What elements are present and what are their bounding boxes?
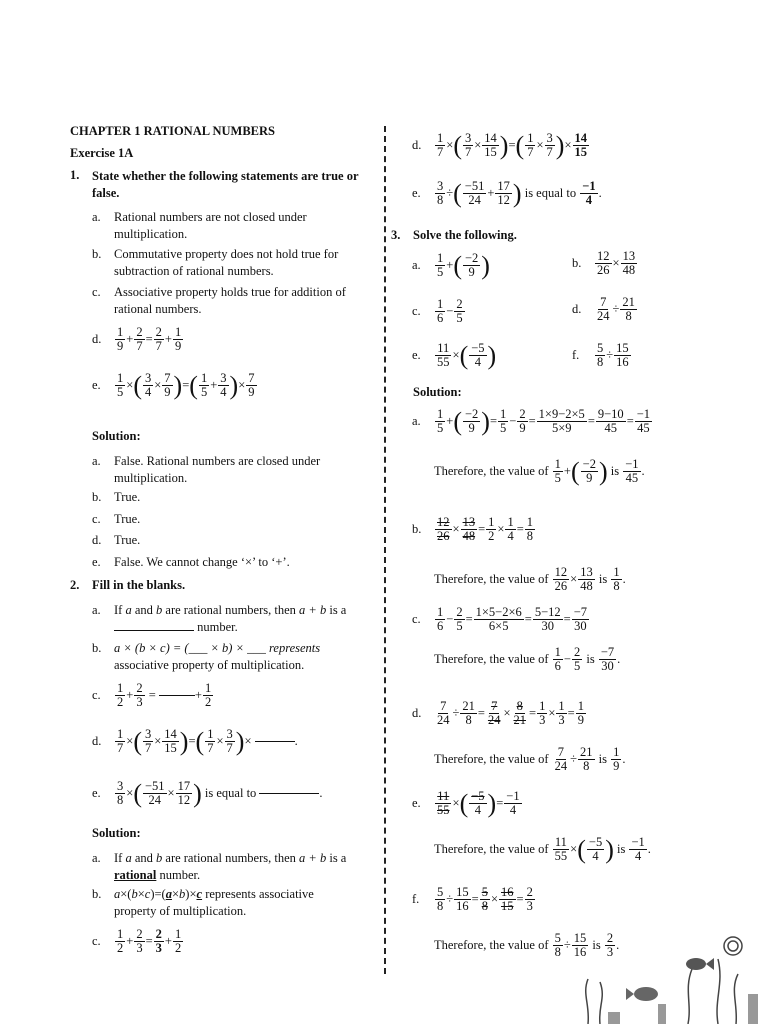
blank-field[interactable] (114, 630, 194, 631)
q3-item-b: b. 12 26 × 13 48 (572, 249, 636, 278)
q3-solution-f: f. 5 8 ÷ 15 16 = 5 8 × 16 15 = 2 3 (412, 885, 533, 914)
question-3-number: 3. (391, 228, 401, 242)
exercise-title: Exercise 1A (70, 146, 134, 160)
q3-result-d: Therefore, the value of 7 24 ÷ 21 8 is 1 9 . (434, 745, 626, 774)
question-3-prompt: Solve the following. (413, 228, 517, 242)
q3-result-f: Therefore, the value of 5 8 ÷ 15 16 is 2 3 . (434, 931, 620, 960)
q1-answer-c: c. True. (92, 512, 141, 526)
q2-solution-title: Solution: (92, 826, 141, 840)
q3-solution-a: a. 1 5 + ( −2 9 ) = 1 5 − 2 9 = 1×9−2×5 5×9 = 9−10 45 = −1 45 (412, 406, 651, 436)
q1-item-e: e. 1 5 × ( 3 4 × 7 9 ) = ( 1 5 + 3 4 ) × 7 9 (92, 370, 255, 400)
q1-item-b: b. Commutative property does not hold true for subtraction of rational numbers. (92, 247, 339, 278)
q2-answer-d: d. 1 7 × ( 3 7 × 14 15 ) = ( 1 7 × 3 7 ) × 14 15 (412, 130, 587, 160)
q1-solution-title: Solution: (92, 429, 141, 443)
q2-answer-a: a. If a and b are rational numbers, then a + b is a rational number. (92, 851, 347, 882)
q1-item-a: a. Rational numbers are not closed under multiplication. (92, 210, 307, 241)
q3-solution-title: Solution: (413, 385, 462, 399)
q2-item-e: e. 3 8 × ( −51 24 × 17 12 ) is equal to . (92, 778, 323, 808)
q2-item-c: c. 1 2 + 2 3 = + 1 2 (92, 681, 212, 710)
q3-item-c: c. 1 6 − 2 5 (412, 297, 463, 326)
q3-solution-d: d. 7 24 ÷ 21 8 = 7 24 × 8 21 = 1 3 × 1 3 = 1 9 (412, 699, 584, 728)
q1-answer-d: d. True. (92, 533, 141, 547)
q3-result-a: Therefore, the value of 1 5 + ( −2 9 ) is −1 45 . (434, 456, 645, 486)
question-2-prompt: Fill in the blanks. (92, 578, 186, 592)
q3-result-e: Therefore, the value of 11 55 × ( −5 4 ) is −1 4 . (434, 834, 651, 864)
q3-item-e: e. 11 55 × ( −5 4 ) (412, 340, 497, 370)
q1-item-d: d. 1 9 + 2 7 = 2 7 + 1 9 (92, 325, 182, 354)
q2-item-a: a. If a and b are rational numbers, then a + b is a number. (92, 603, 347, 634)
q3-item-f: f. 5 8 ÷ 15 16 (572, 341, 629, 370)
q3-result-c: Therefore, the value of 1 6 − 2 5 is −7 30 . (434, 645, 621, 674)
q2-answer-c: c. 1 2 + 2 3 = 2 3 + 1 2 (92, 927, 182, 956)
seaweed-fish-illustration (568, 934, 768, 1024)
column-divider (384, 126, 386, 974)
question-2-number: 2. (70, 578, 80, 592)
q2-item-b: b. a × (b × c) = (___ × b) × ___ represents associative property of multiplication. (92, 641, 321, 672)
q3-item-a: a. 1 5 + ( −2 9 ) (412, 250, 490, 280)
q1-answer-e: e. False. We cannot change ‘×’ to ‘+’. (92, 555, 290, 569)
q1-answer-a: a. False. Rational numbers are closed under multiplication. (92, 454, 321, 485)
q1-item-c: c. Associative property holds true for addition of rational numbers. (92, 285, 346, 316)
question-1-number: 1. (70, 168, 80, 182)
q3-result-b: Therefore, the value of 12 26 × 13 48 is 1 8 . (434, 565, 626, 594)
question-1-prompt: State whether the following statements are true or false. (92, 169, 359, 200)
q3-solution-c: c. 1 6 − 2 5 = 1×5−2×6 6×5 = 5−12 30 = −7 30 (412, 605, 588, 634)
q2-item-d: d. 1 7 × ( 3 7 × 14 15 ) = ( 1 7 × 3 7 ) × . (92, 726, 298, 756)
q3-solution-e: e. 11 55 × ( −5 4 ) = −1 4 (412, 788, 520, 818)
q2-answer-e: e. 3 8 ÷ ( −51 24 + 17 12 ) is equal to −1 4 . (412, 178, 602, 208)
q3-item-d: d. 7 24 ÷ 21 8 (572, 295, 635, 324)
q2-answer-b: b. a×(b×c)=(a×b)×c represents associative property of multiplication. (92, 887, 314, 918)
q1-answer-b: b. True. (92, 490, 141, 504)
chapter-title: CHAPTER 1 RATIONAL NUMBERS (70, 124, 275, 138)
q3-solution-b: b. 12 26 × 13 48 = 1 2 × 1 4 = 1 8 (412, 515, 533, 544)
